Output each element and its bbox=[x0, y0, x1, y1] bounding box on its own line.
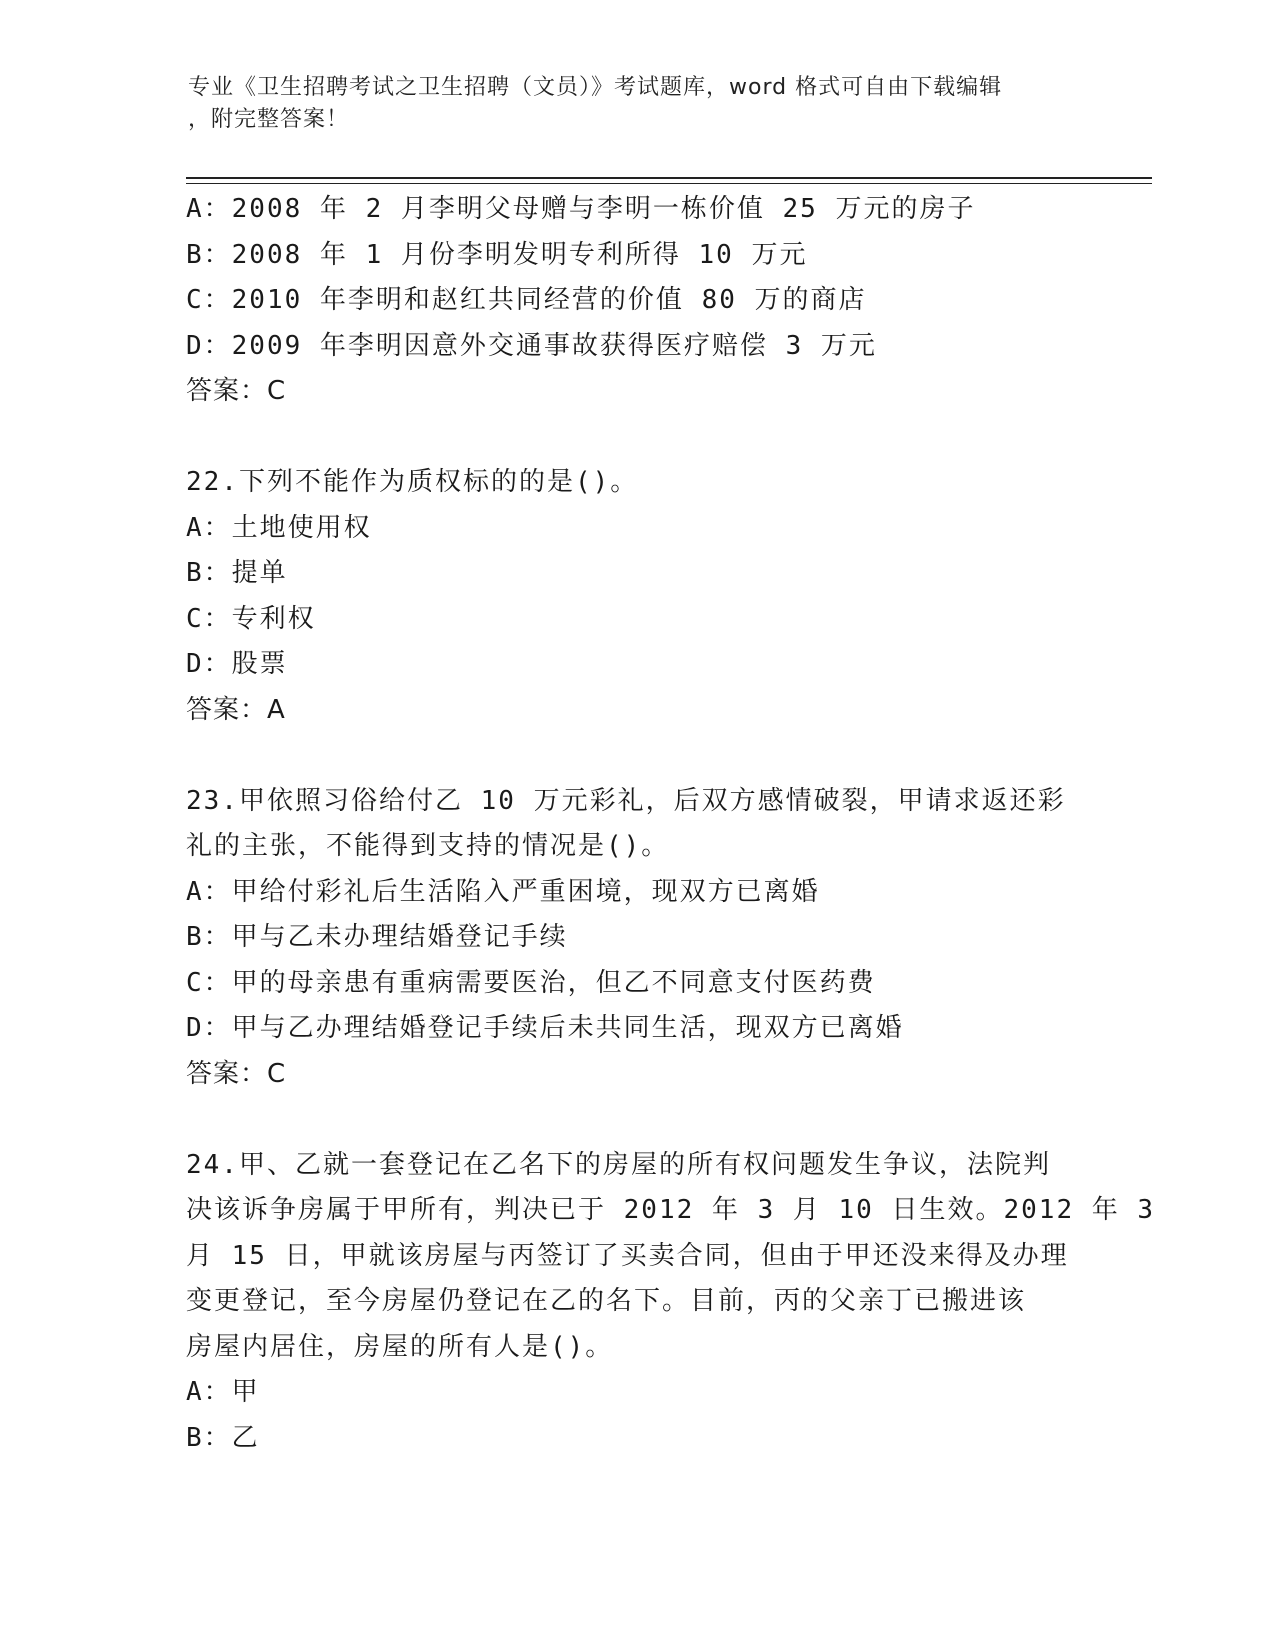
option-d: D：甲与乙办理结婚登记手续后未共同生活，现双方已离婚 bbox=[186, 1013, 904, 1043]
question-23 bbox=[186, 779, 1086, 1098]
option-d: D：股票 bbox=[186, 649, 288, 679]
question-stem-line-2: 决该诉争房属于甲所有，判决已于 2012 年 3 月 10 日生效。2012 年 3 bbox=[186, 1195, 1156, 1225]
option-d: D：2009 年李明因意外交通事故获得医疗赔偿 3 万元 bbox=[186, 330, 877, 361]
question-stem-line-5: 房屋内居住，房屋的所有人是()。 bbox=[186, 1331, 614, 1362]
question-22 bbox=[186, 460, 1086, 733]
question-list bbox=[186, 187, 1156, 1461]
option-a: A：甲 bbox=[186, 1377, 260, 1407]
question-stem-line-3: 月 15 日，甲就该房屋与丙签订了买卖合同，但由于甲还没来得及办理 bbox=[186, 1240, 1069, 1271]
option-c: C：甲的母亲患有重病需要医治，但乙不同意支付医药费 bbox=[186, 967, 876, 998]
question-stem-line-1: 24.甲、乙就一套登记在乙名下的房屋的所有权问题发生争议，法院判 bbox=[186, 1149, 1051, 1180]
header-rule-thin bbox=[186, 183, 1152, 184]
question-stem: 22.下列不能作为质权标的的是()。 bbox=[186, 467, 639, 497]
answer: 答案：A bbox=[186, 694, 286, 725]
option-b: B：提单 bbox=[186, 558, 288, 588]
option-a: A：甲给付彩礼后生活陷入严重困境，现双方已离婚 bbox=[186, 876, 820, 907]
option-b: B：2008 年 1 月份李明发明专利所得 10 万元 bbox=[186, 239, 808, 270]
option-c: C：2010 年李明和赵红共同经营的价值 80 万的商店 bbox=[186, 285, 867, 315]
option-a: A：2008 年 2 月李明父母赠与李明一栋价值 25 万元的房子 bbox=[186, 194, 976, 224]
spacer bbox=[186, 733, 1086, 779]
question-21 bbox=[186, 187, 1086, 415]
question-stem-line-4: 变更登记，至今房屋仍登记在乙的名下。目前，丙的父亲丁已搬进该 bbox=[186, 1286, 1027, 1316]
spacer bbox=[186, 415, 1086, 461]
spacer bbox=[186, 1097, 1086, 1143]
question-24 bbox=[186, 1143, 1156, 1462]
header-line-1: 专业《卫生招聘考试之卫生招聘（文员）》考试题库，word 格式可自由下载编辑 bbox=[188, 75, 1003, 100]
option-c: C：专利权 bbox=[186, 603, 316, 634]
header-line-2: ，附完整答案！ bbox=[188, 107, 350, 132]
question-stem-line-1: 23.甲依照习俗给付乙 10 万元彩礼，后双方感情破裂，甲请求返还彩 bbox=[186, 785, 1066, 816]
option-b: B：甲与乙未办理结婚登记手续 bbox=[186, 922, 568, 952]
option-b: B：乙 bbox=[186, 1422, 260, 1453]
page-header bbox=[188, 72, 1088, 136]
answer: 答案：C bbox=[186, 376, 287, 406]
answer: 答案：C bbox=[186, 1058, 287, 1089]
option-a: A：土地使用权 bbox=[186, 512, 372, 543]
question-stem-line-2: 礼的主张，不能得到支持的情况是()。 bbox=[186, 831, 670, 861]
header-rule-thick bbox=[186, 177, 1152, 179]
